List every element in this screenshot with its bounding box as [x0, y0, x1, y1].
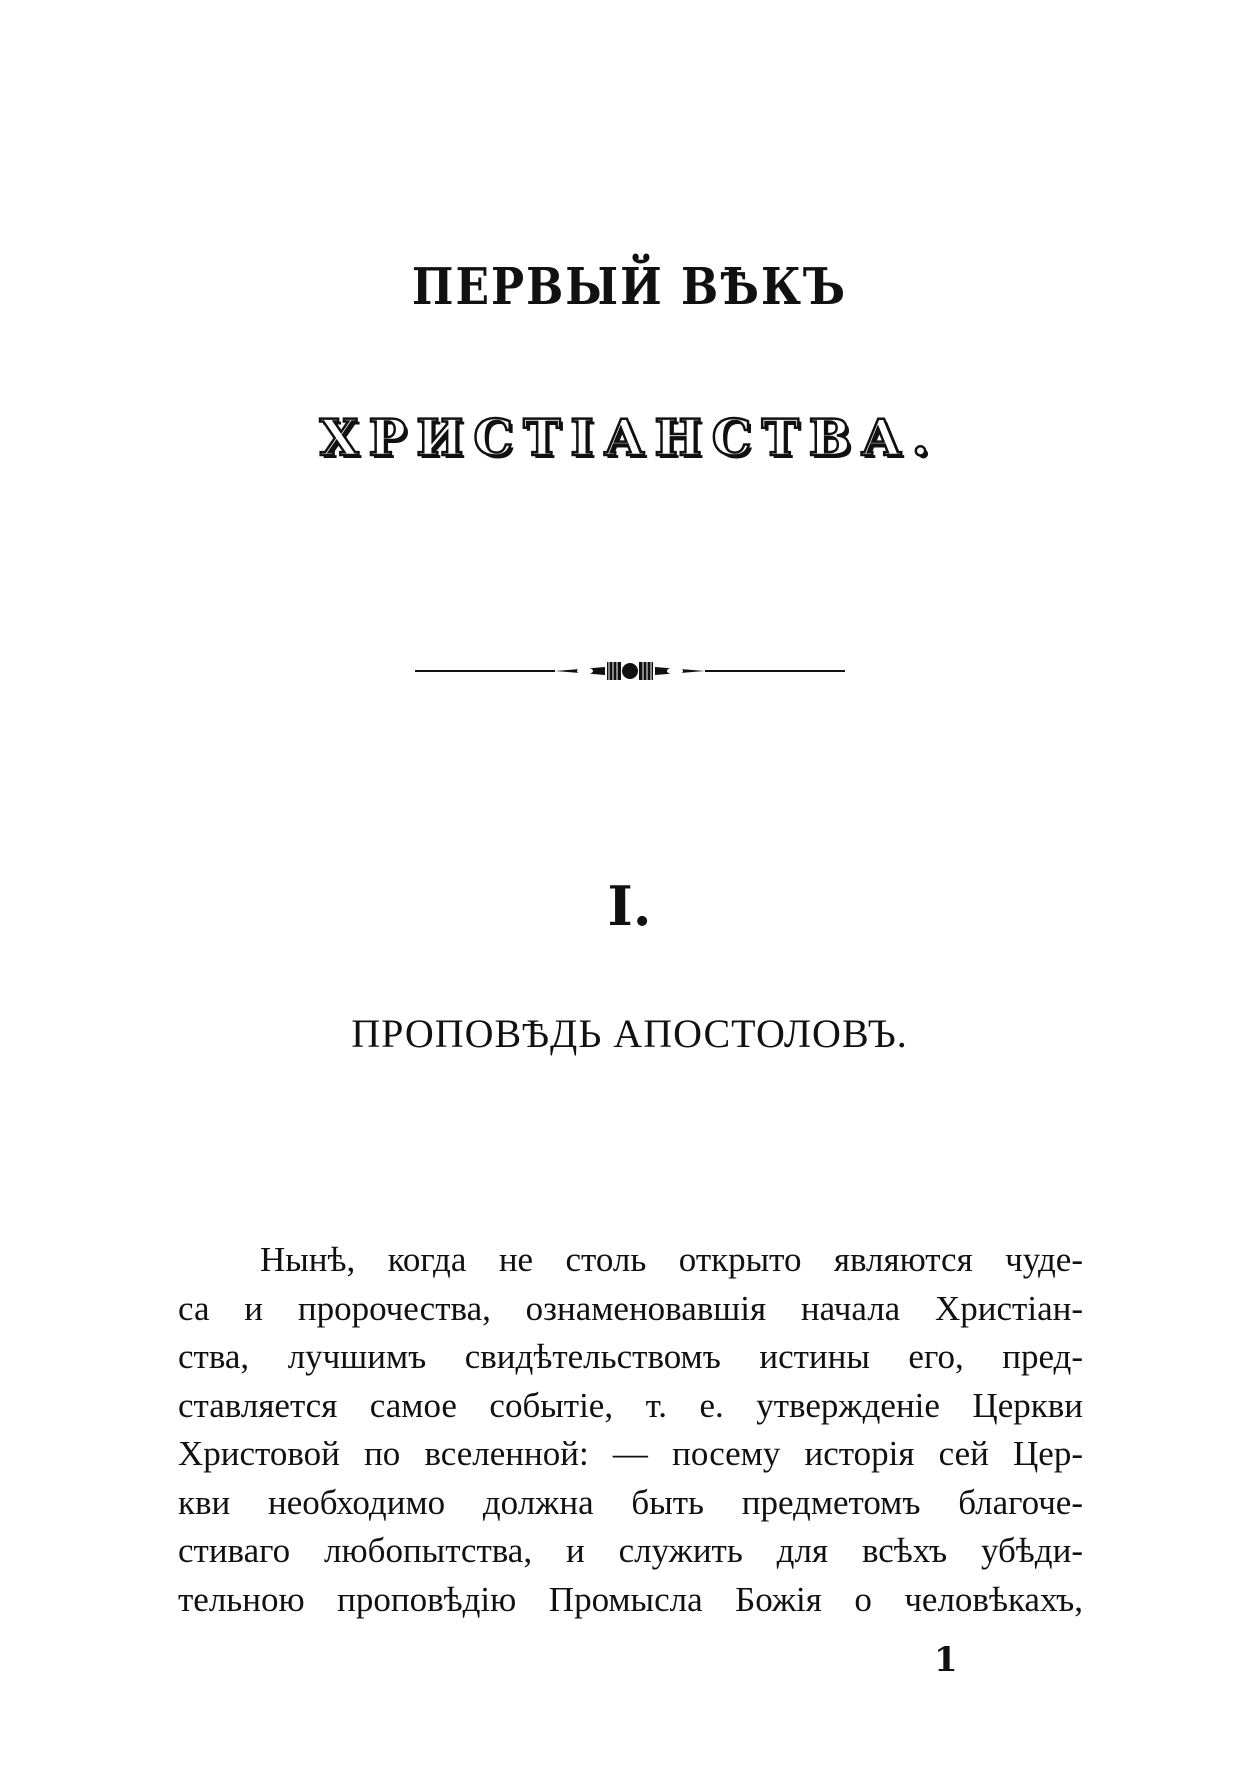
chapter-numeral: I.: [607, 874, 652, 938]
body-line: Христовой по вселенной: — посему исторія сей Цер-: [178, 1434, 1083, 1473]
body-line: кви необходимо должна быть предметомъ благоче-: [178, 1482, 1083, 1522]
title-line-1: ПЕРВЫЙ ВѢКЪ: [411, 258, 848, 317]
body-line: тельною проповѣдію Промысла Божія о человѣкахъ,: [178, 1579, 1083, 1619]
decorative-rule-icon: [415, 656, 845, 686]
body-text: [178, 1236, 1083, 1624]
chapter-heading: ПРОПОВѢДЬ АПОСТОЛОВЪ.: [351, 1011, 908, 1056]
title-line-2: ХРИСТІАНСТВА.: [319, 408, 940, 467]
body-line: стиваго любопытства, и служить для всѣхъ убѣди-: [178, 1531, 1083, 1570]
page-number: 1: [934, 1640, 958, 1680]
body-line: са и пророчества, ознаменовавшія начала Христіан-: [178, 1288, 1083, 1328]
body-line: Нынѣ, когда не столь открыто являются чуде-: [260, 1240, 1083, 1279]
body-line: ставляется самое событіе, т. е. утвержденіе Церкви: [178, 1385, 1083, 1425]
body-line: ства, лучшимъ свидѣтельствомъ истины его, пред-: [178, 1337, 1083, 1376]
